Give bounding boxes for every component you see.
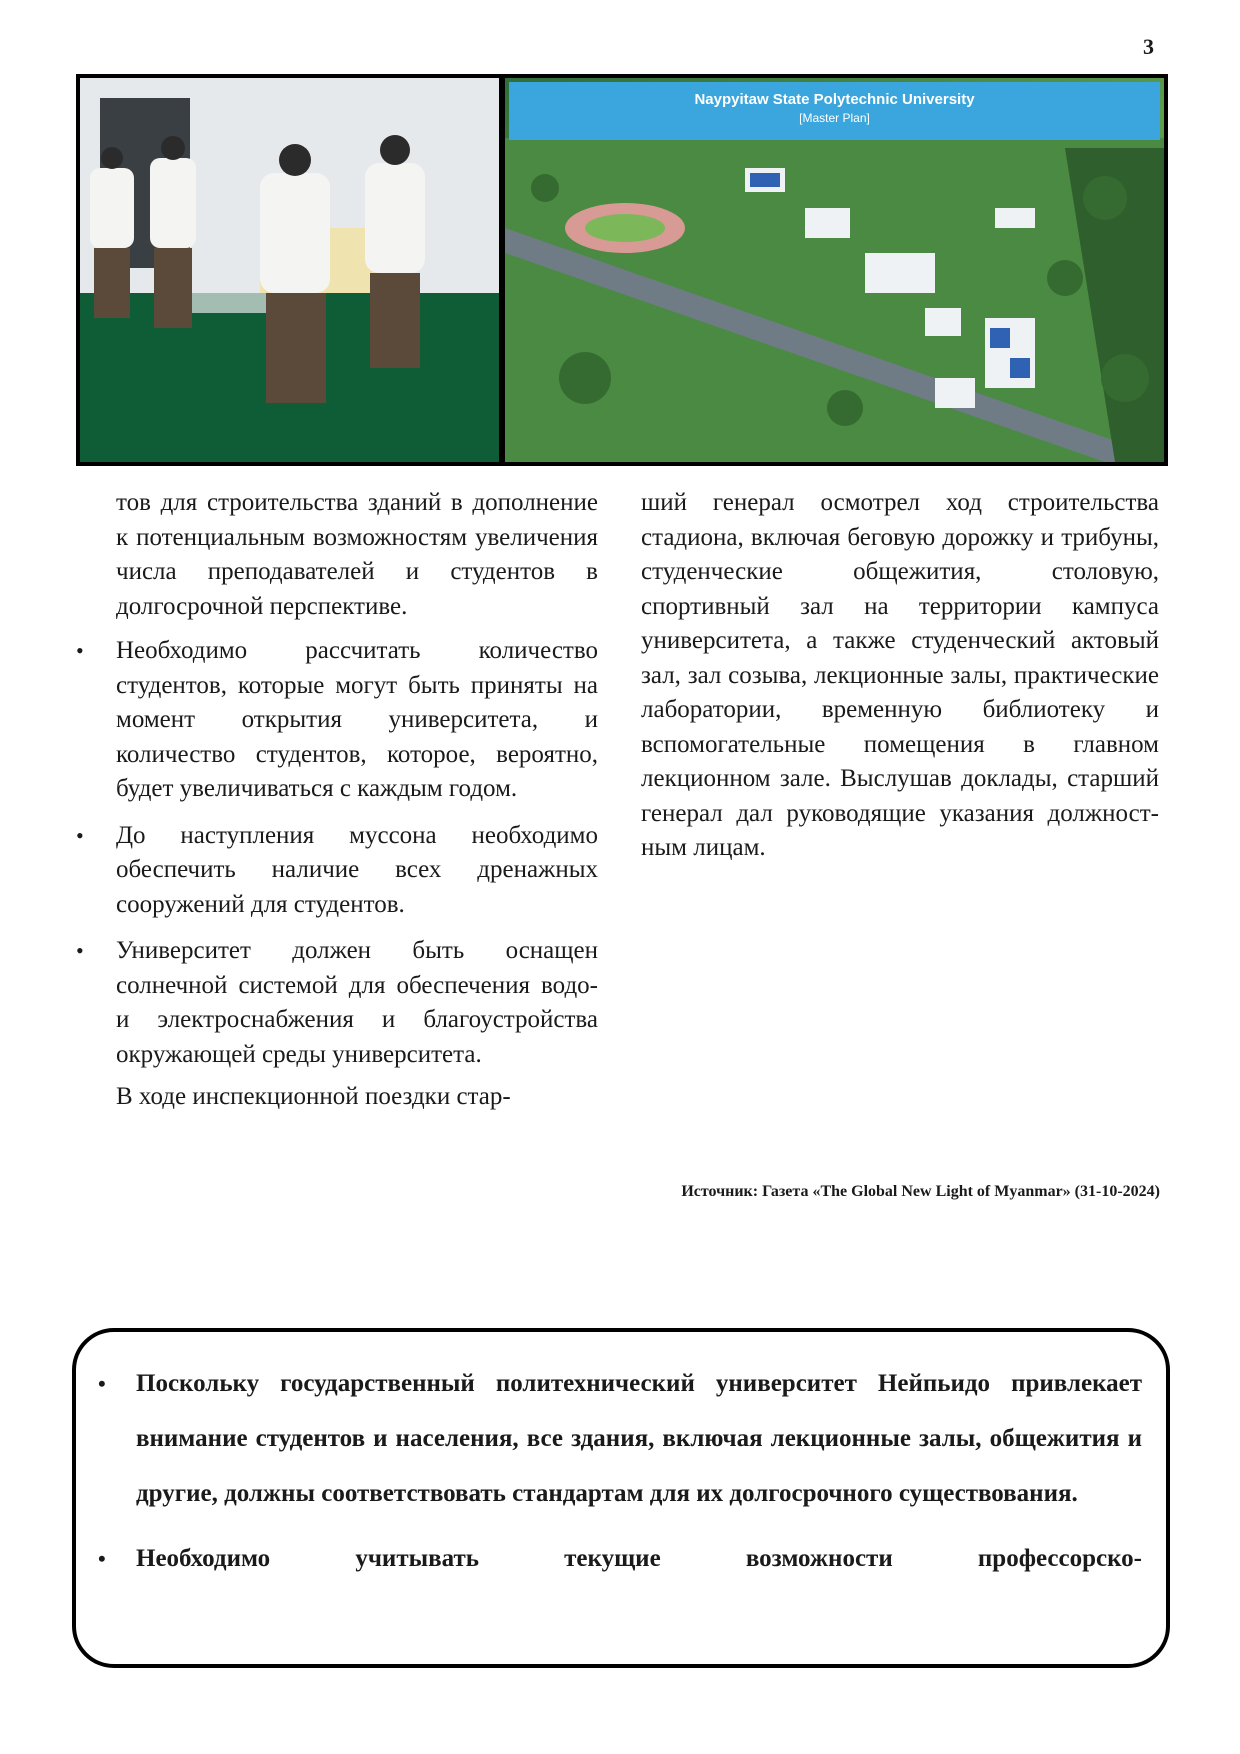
right-column [641, 486, 1159, 866]
list-item-text: Необходимо рассчитать количество студентов, которые могут быть приняты на момент открытия университета, и количество студентов, которое, вероятно, будет увеличиваться с каждым годом. [116, 637, 598, 802]
bullet-icon: • [76, 938, 84, 963]
source-citation: Источник: Газета «The Global New Light of Myanmar» (31-10-2024) [681, 1183, 1160, 1200]
bullet-icon: • [98, 1371, 106, 1396]
callout-list [76, 1356, 1166, 1586]
left-closing-paragraph [116, 1080, 598, 1115]
list-item [76, 819, 598, 923]
left-continuation-paragraph: тов для строительства зданий в дополнение к потенциальным возможностям увеличения числа преподавателей и студентов в долгосрочной перспективе. [116, 489, 598, 620]
callout-item-text: Поскольку государственный политехнический университет Нейпьидо привлекает внимание студентов и населения, все здания, включая лекционные залы, общежития и другие, должны соответствовать стандартам для их долгосрочного существования. [136, 1370, 1142, 1507]
list-item [76, 634, 598, 807]
master-plan-title: Naypyitaw State Polytechnic University [694, 91, 975, 108]
bullet-icon: • [76, 638, 84, 663]
master-plan-banner [509, 82, 1160, 140]
right-column-paragraph: ший генерал осмотрел ход строительства стадиона, включая беговую дорожку и трибуны, студенческие общежития, столовую, спортивный зал на территории кампуса университета, а также студенческий актовый зал, зал созыва, лекционные залы, практические лаборатории, временную библиотеку и вспомогательные помещения в главном лекционном зале. Выслушав доклады, старший генерал дал руководящие указания должностным лицам. [641, 489, 1159, 861]
left-column [76, 486, 598, 1115]
list-item-text: До наступления муссона необходимо обеспечить наличие всех дренажных сооружений для студентов. [116, 821, 598, 918]
bullet-icon: • [98, 1546, 106, 1571]
page-number: 3 [1143, 34, 1154, 59]
callout-item [98, 1356, 1142, 1521]
list-item-text: Университет должен быть оснащен солнечной системой для обеспечения водо- и электроснабжения и благоустройства окружающей среды университета. [116, 937, 598, 1068]
photo-officials [80, 78, 505, 462]
bullet-icon: • [76, 822, 84, 848]
callout-item-text: Необходимо учитывать текущие возможности профессорско- [136, 1545, 1142, 1572]
master-plan-image [505, 78, 1164, 462]
photo-illustration [80, 78, 505, 462]
callout-box [72, 1328, 1170, 1668]
master-plan-subtitle: [Master Plan] [799, 111, 870, 125]
callout-item [98, 1531, 1142, 1586]
list-item [76, 934, 598, 1072]
photo-frame [76, 74, 1168, 466]
requirements-list [76, 634, 598, 1072]
left-closing-text: В ходе инспекционной поездки стар- [116, 1083, 511, 1110]
